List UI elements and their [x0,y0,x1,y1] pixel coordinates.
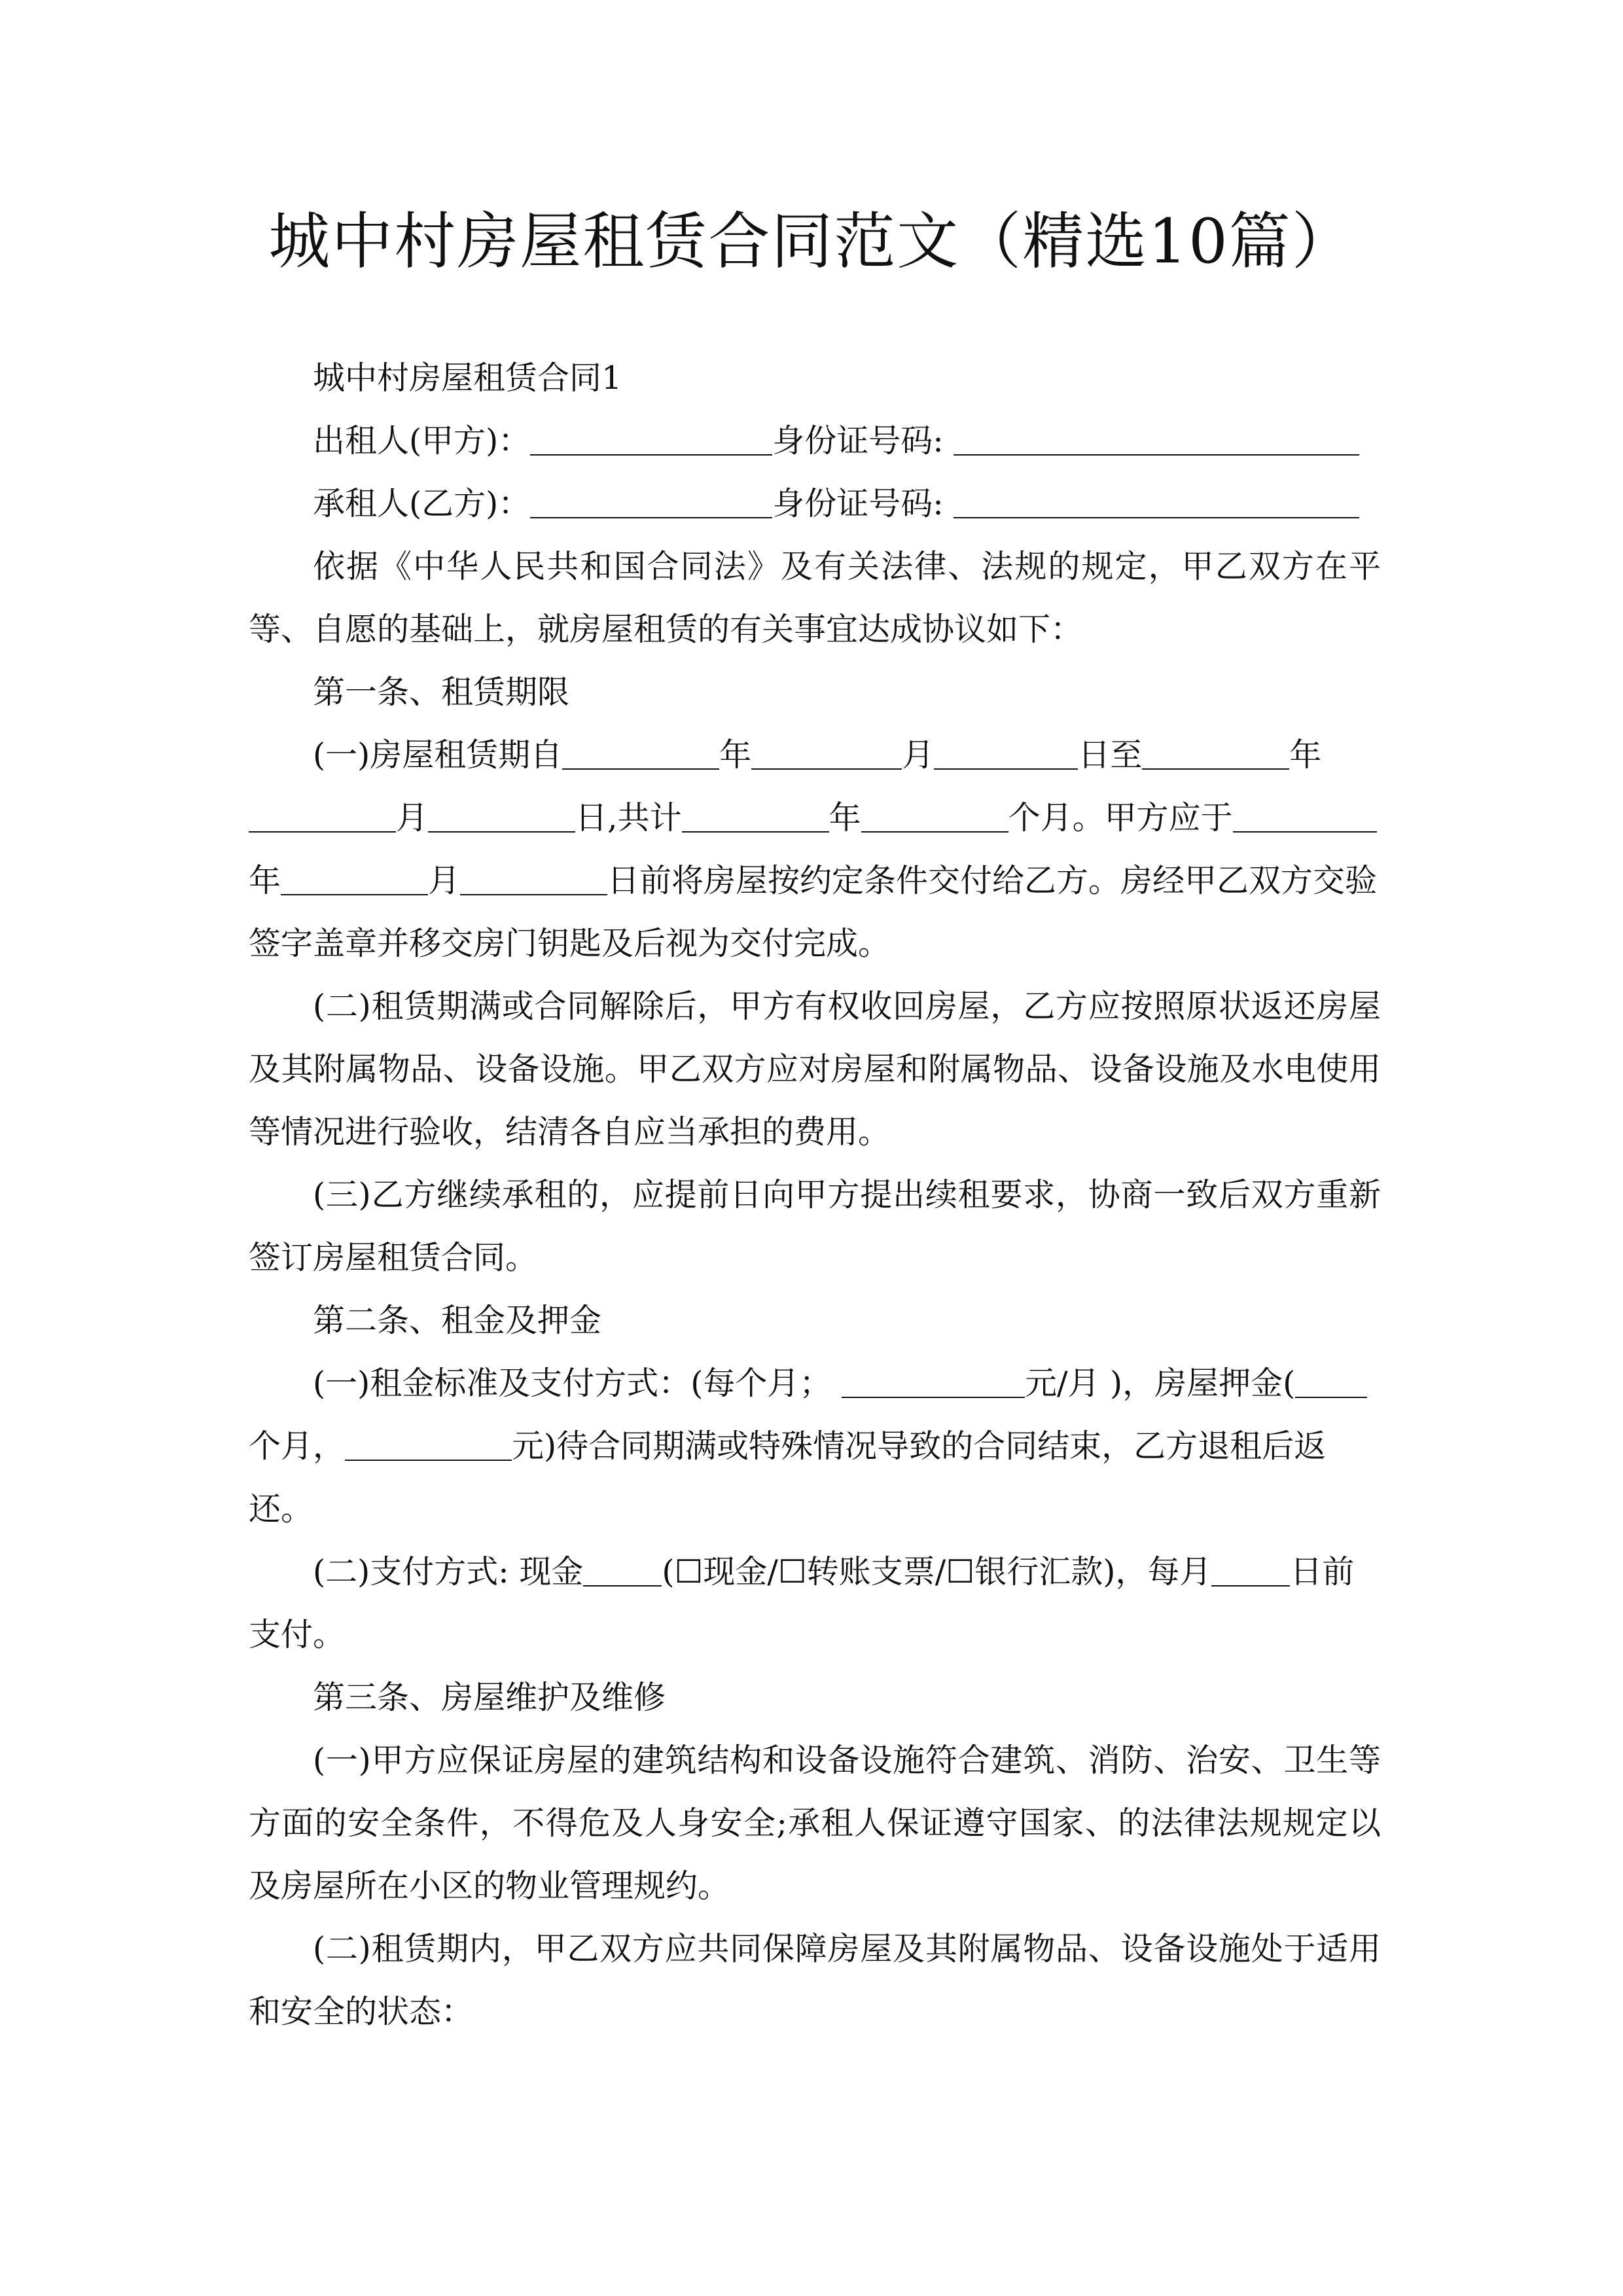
clause-text: 年 [249,862,281,899]
payment-method-blank[interactable] [583,1551,662,1586]
clause-text: (二)支付方式: 现金 [313,1553,584,1590]
start-year-blank[interactable] [562,734,719,769]
delivery-month-blank[interactable] [281,860,428,895]
payment-day-blank[interactable] [1211,1551,1290,1586]
article-3-title: 第三条、房屋维护及维修 [313,1679,666,1716]
clause-text: (一)租金标准及支付方式：(每个月； [313,1365,832,1402]
lessor-name-blank[interactable] [530,420,772,455]
clause-text: 月 [902,736,935,774]
article-1-clause-3: (三)乙方继续承租的，应提前日向甲方提出续租要求，协商一致后双方重新签订房屋租赁合同。 [249,1176,1381,1276]
lessor-line [249,410,1381,473]
clause-text: 月 [396,799,429,836]
lessor-label: 出租人(甲方)： [313,422,531,459]
article-1-title: 第一条、租赁期限 [313,673,570,711]
clause-text: 月 [428,862,461,899]
article-2-title: 第二条、租金及押金 [313,1302,602,1339]
clause-text: 年 [719,736,752,774]
article-3-clause-1: (一)甲方应保证房屋的建筑结构和设备设施符合建筑、消防、治安、卫生等方面的安全条件，不得危及人身安全;承租人保证遵守国家、的法律法规规定以及房屋所在小区的物业管理规约。 [249,1742,1381,1905]
clause-text: 日前将房屋按约定条件交付给乙方。房经甲乙双方交验签字盖章并移交房门钥匙及后视为交付完成。 [249,862,1378,962]
monthly-rent-blank[interactable] [842,1363,1025,1397]
article-1-clause-1 [249,724,1381,975]
delivery-day-blank[interactable] [460,860,607,895]
clause-text: 个月。甲方应于 [1008,799,1233,836]
total-years-blank[interactable] [682,797,829,832]
deposit-amount-blank[interactable] [345,1426,512,1460]
document-title: 城中村房屋租赁合同范文（精选10篇） [268,206,1355,278]
lessor-id-label: 身份证号码: [772,422,944,459]
clause-text: 日前支付。 [249,1553,1355,1653]
article-2-clause-2 [249,1541,1381,1666]
intro-paragraph: 依据《中华人民共和国合同法》及有关法律、法规的规定，甲乙双方在平等、自愿的基础上，就房屋租赁的有关事宜达成协议如下： [249,548,1381,648]
article-3-clause-2: (二)租赁期内，甲乙双方应共同保障房屋及其附属物品、设备设施处于适用和安全的状态： [249,1930,1381,2030]
lessee-id-label: 身份证号码: [772,485,944,522]
document-body [249,347,1381,2043]
lessee-name-blank[interactable] [530,483,772,518]
deposit-months-blank[interactable] [1295,1363,1367,1397]
lessor-id-blank[interactable] [954,420,1359,455]
clause-text: 元/月 )，房屋押金( [1024,1365,1296,1402]
lessee-line [249,473,1381,535]
end-day-blank[interactable] [428,797,575,832]
clause-text: 元)待合同期满或特殊情况导致的合同结束，乙方退租后返还。 [249,1427,1327,1528]
end-year-blank[interactable] [1142,734,1289,769]
article-2-clause-1 [249,1352,1381,1541]
start-month-blank[interactable] [751,734,902,769]
lessee-id-blank[interactable] [954,483,1359,518]
clause-text: (☐现金/☐转账支票/☐银行汇款)，每月 [662,1553,1212,1590]
clause-text: 年 [829,799,861,836]
article-1-clause-2: (二)租赁期满或合同解除后，甲方有权收回房屋，乙方应按照原状返还房屋及其附属物品、设备设施。甲乙双方应对房屋和附属物品、设备设施及水电使用等情况进行验收，结清各自应当承担的费用。 [249,988,1381,1151]
total-months-blank[interactable] [861,797,1008,832]
clause-text: (一)房屋租赁期自 [313,736,563,774]
end-month-blank[interactable] [249,797,396,832]
clause-text: 年 [1289,736,1322,774]
lessee-label: 承租人(乙方)： [313,485,531,522]
clause-text: 日,共计 [575,799,682,836]
clause-text: 个月， [249,1427,346,1465]
delivery-year-blank[interactable] [1233,797,1377,832]
clause-text: 日至 [1078,736,1143,774]
contract-subtitle: 城中村房屋租赁合同1 [313,359,622,397]
start-day-blank[interactable] [934,734,1078,769]
